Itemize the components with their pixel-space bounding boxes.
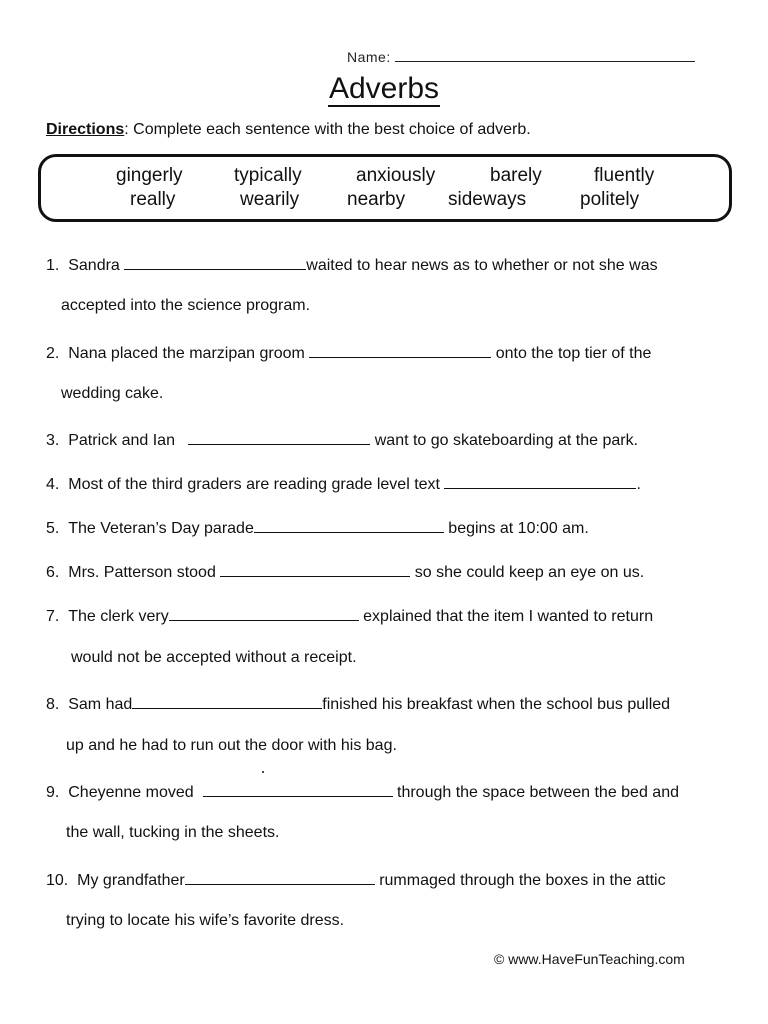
name-blank[interactable] xyxy=(395,47,695,62)
copyright-footer: © www.HaveFunTeaching.com xyxy=(494,951,685,967)
answer-blank-2[interactable] xyxy=(309,342,491,358)
question-7-cont: would not be accepted without a receipt. xyxy=(71,649,357,666)
directions-label: Directions xyxy=(46,121,125,138)
directions-text: : Complete each sentence with the best choice of adverb. xyxy=(124,121,531,138)
question-4: 4. Most of the third graders are reading grade level text . xyxy=(46,473,641,494)
stray-dot xyxy=(262,771,264,773)
question-2-cont: wedding cake. xyxy=(61,385,164,402)
bank-word: really xyxy=(130,189,176,210)
question-5: 5. The Veteran’s Day parade begins at 10:00 am. xyxy=(46,517,589,538)
question-9-cont: the wall, tucking in the sheets. xyxy=(66,824,280,841)
bank-word: typically xyxy=(234,165,302,186)
question-7: 7. The clerk very explained that the item I wanted to return xyxy=(46,605,653,626)
directions xyxy=(46,121,531,139)
question-6: 6. Mrs. Patterson stood so she could keep an eye on us. xyxy=(46,561,644,582)
question-3: 3. Patrick and Ian want to go skateboarding at the park. xyxy=(46,429,638,450)
answer-blank-4[interactable] xyxy=(444,473,636,489)
answer-blank-5[interactable] xyxy=(254,517,444,533)
question-9: 9. Cheyenne moved through the space between the bed and xyxy=(46,781,679,802)
question-8: 8. Sam had finished his breakfast when the school bus pulled xyxy=(46,693,670,714)
answer-blank-7[interactable] xyxy=(169,605,359,621)
answer-blank-1[interactable] xyxy=(124,254,306,270)
answer-blank-9[interactable] xyxy=(203,781,393,797)
bank-word: sideways xyxy=(448,189,527,210)
answer-blank-3[interactable] xyxy=(188,429,370,445)
page-title: Adverbs xyxy=(328,72,440,105)
bank-word: fluently xyxy=(594,165,655,186)
bank-word: barely xyxy=(490,165,542,186)
answer-blank-8[interactable] xyxy=(132,693,322,709)
question-10-cont: trying to locate his wife’s favorite dress. xyxy=(66,912,345,929)
name-label: Name: xyxy=(347,49,391,65)
name-field xyxy=(347,47,695,65)
question-1-cont: accepted into the science program. xyxy=(61,297,311,314)
answer-blank-6[interactable] xyxy=(220,561,410,577)
question-2: 2. Nana placed the marzipan groom onto the top tier of the xyxy=(46,342,651,363)
bank-word: wearily xyxy=(240,189,300,210)
answer-blank-10[interactable] xyxy=(185,869,375,885)
question-8-cont: up and he had to run out the door with his bag. xyxy=(66,737,397,754)
bank-word: gingerly xyxy=(116,165,183,186)
question-1: 1. Sandra waited to hear news as to whether or not she was xyxy=(46,254,658,275)
bank-word: politely xyxy=(580,189,640,210)
bank-word: anxiously xyxy=(356,165,436,186)
word-bank-box xyxy=(38,154,732,222)
bank-word: nearby xyxy=(347,189,406,210)
question-10: 10. My grandfather rummaged through the boxes in the attic xyxy=(46,869,666,890)
